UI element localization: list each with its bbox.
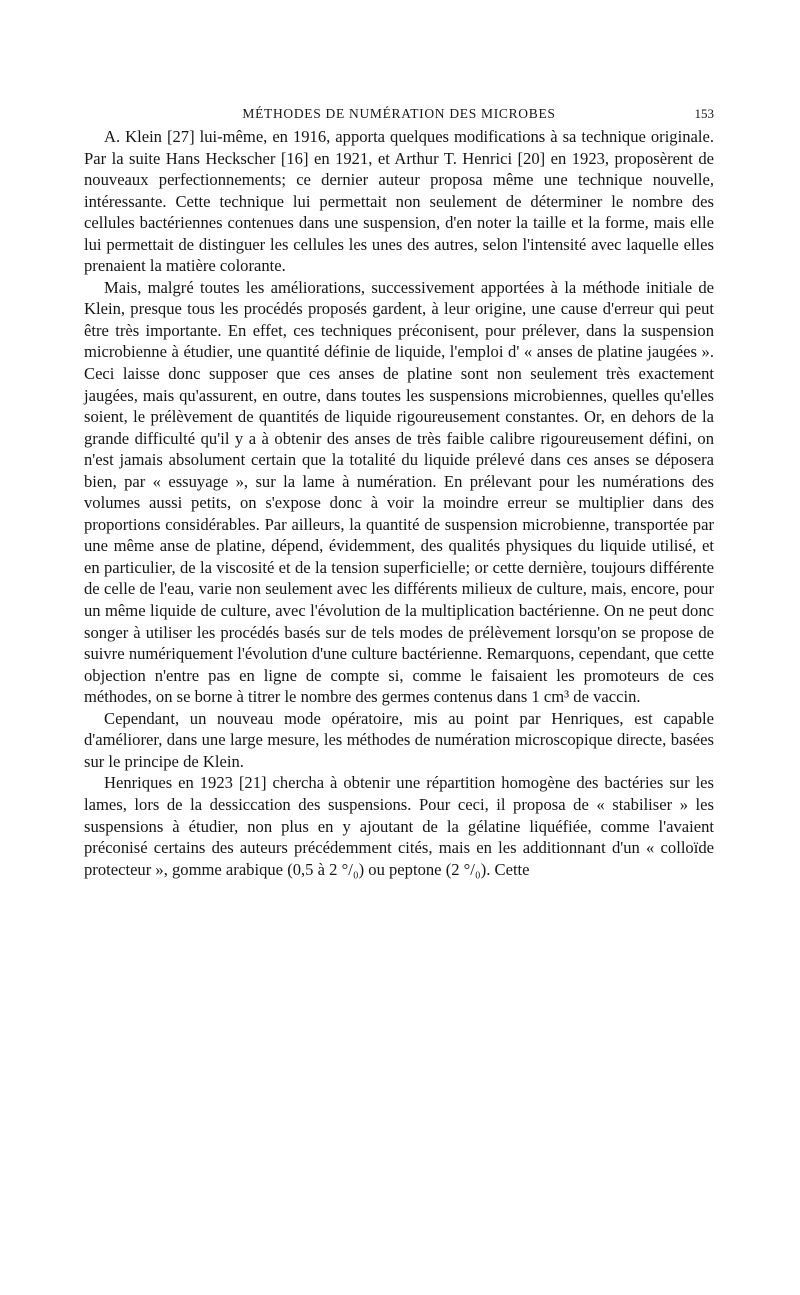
paragraph-error-sources: Mais, malgré toutes les améliorations, successivement apportées à la méthode initiale de Klein, presque tous les procédés proposés gardent, à leur origine, une cause d'erreur qui peut être très importante. En effet, ces techniques préconisent, pour prélever, dans la suspension microbienne à étudier, une quantité définie de liquide, l'emploi d' « anses de platine jaugées ». Ceci laisse donc supposer que ces anses de platine sont non seulement très exactement jaugées, mais qu'assurent, en outre, dans toutes les suspensions microbiennes, quelles qu'elles soient, le prélèvement de quantités de liquide rigoureusement constantes. Or, en dehors de la grande difficulté qu'il y a à obtenir des anses de très faible calibre rigoureusement défini, on n'est jamais absolument certain que la totalité du liquide prélevé dans ces anses se déposera bien, par « essuyage », sur la lame à numération. En prélevant pour les numérations des volumes aussi petits, on s'expose donc à voir la moindre erreur se multiplier dans des proportions considérables. Par ailleurs, la quantité de suspension microbienne, transportée par une même anse de platine, dépend, évidemment, des qualités physiques du liquide utilisé, et en particulier, de la viscosité et de la tension superficielle; or cette dernière, toujours différente de celle de l'eau, varie non seulement avec les différents milieux de culture, mais, encore, pour un même liquide de culture, avec l'évolution de la multiplication bactérienne. On ne peut donc songer à utiliser les procédés basés sur de tels modes de prélèvement lorsqu'on se propose de suivre numériquement l'évolution d'une culture bactérienne. Remarquons, cependant, que cette objection n'entre pas en ligne de compte si, comme le faisaient les promoteurs de ces méthodes, on se borne à titrer le nombre des germes contenus dans 1 cm³ de vaccin.	[84, 277, 714, 707]
paragraph-henriques-1923: Henriques en 1923 [21] chercha à obtenir une répartition homogène des bactéries sur les lames, lors de la dessiccation des suspensions. Pour ceci, il proposa de « stabiliser » les suspensions à étudier, non plus en y ajoutant de la gélatine liquéfiée, comme l'avaient préconisé certains des auteurs précédemment cités, mais en les additionnant d'un « colloïde protecteur », gomme arabique (0,5 à 2 °/₀) ou peptone (2 °/₀). Cette	[84, 773, 714, 879]
running-head	[84, 106, 714, 128]
paragraph-klein-improvements: A. Klein [27] lui-même, en 1916, apporta quelques modifications à sa technique originale. Par la suite Hans Heckscher [16] en 1921, et Arthur T. Henrici [20] en 1923, proposèrent de nouveaux perfectionnements; ce dernier auteur proposa même une technique nouvelle, intéressante. Cette technique lui permettait non seulement de déterminer le nombre des cellules bactériennes contenues dans une suspension, d'en noter la taille et la forme, mais elle lui permettait de distinguer les cellules les unes des autres, selon l'intensité avec laquelle elles prenaient la matière colorante.	[84, 127, 714, 276]
running-title: MÉTHODES DE NUMÉRATION DES MICROBES	[242, 106, 556, 121]
paragraph-henriques-method: Cependant, un nouveau mode opératoire, mis au point par Henriques, est capable d'améliorer, dans une large mesure, les méthodes de numération microscopique directe, basées sur le principe de Klein.	[84, 708, 714, 771]
page-body	[84, 126, 714, 880]
page-number: 153	[694, 106, 714, 121]
book-page	[84, 0, 714, 1295]
